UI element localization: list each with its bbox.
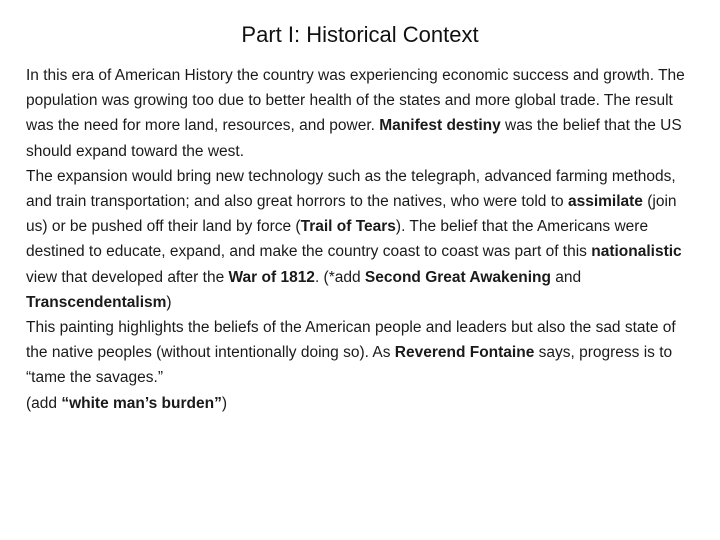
term-second-great-awakening: Second Great Awakening	[364, 268, 551, 286]
slide-title: Part I: Historical Context	[241, 22, 479, 47]
paragraph-painting	[26, 315, 694, 391]
text-run: )	[221, 394, 227, 412]
text-run: was the belief that the US should expand toward the west.	[26, 117, 682, 160]
term-trail-of-tears: Trail of Tears	[300, 218, 396, 236]
text-run: view that developed after the	[26, 268, 229, 286]
paragraph-add-note	[26, 391, 694, 416]
paragraph-context	[26, 63, 694, 164]
text-run: . (*add	[314, 268, 365, 286]
text-run: )	[166, 293, 172, 311]
text-run: (add	[26, 394, 62, 412]
term-white-mans-burden: “white man’s burden”	[61, 394, 222, 412]
term-reverend-fontaine: Reverend Fontaine	[394, 344, 535, 362]
text-run: The expansion would bring new technology such as the telegraph, advanced farming methods, and train transportation; and also great horrors to the natives, who were told to	[26, 167, 676, 211]
term-assimilate: assimilate	[567, 193, 643, 211]
paragraph-expansion	[26, 164, 694, 315]
text-run: (join us) or be pushed off their land by force (	[26, 193, 677, 236]
term-transcendentalism: Transcendentalism	[26, 293, 167, 311]
term-manifest-destiny: Manifest destiny	[379, 117, 501, 135]
text-run: This painting highlights the beliefs of the American people and leaders but also the sad state of the native peoples (without intentionally doing so). As	[26, 319, 676, 362]
text-run: ). The belief that the Americans were destined to educate, expand, and make the country coast to coast was part of this	[26, 218, 649, 261]
text-run: says, progress is to “tame the savages.”	[26, 344, 673, 387]
slide-body	[26, 63, 694, 416]
text-run: and	[550, 268, 582, 286]
term-war-of-1812: War of 1812	[228, 268, 315, 286]
text-run: In this era of American History the country was experiencing economic success and growth. The population was growing too due to better health of the states and more global trade. The result was the need for more land, resources, and power.	[26, 67, 685, 135]
term-nationalistic: nationalistic	[591, 243, 682, 261]
